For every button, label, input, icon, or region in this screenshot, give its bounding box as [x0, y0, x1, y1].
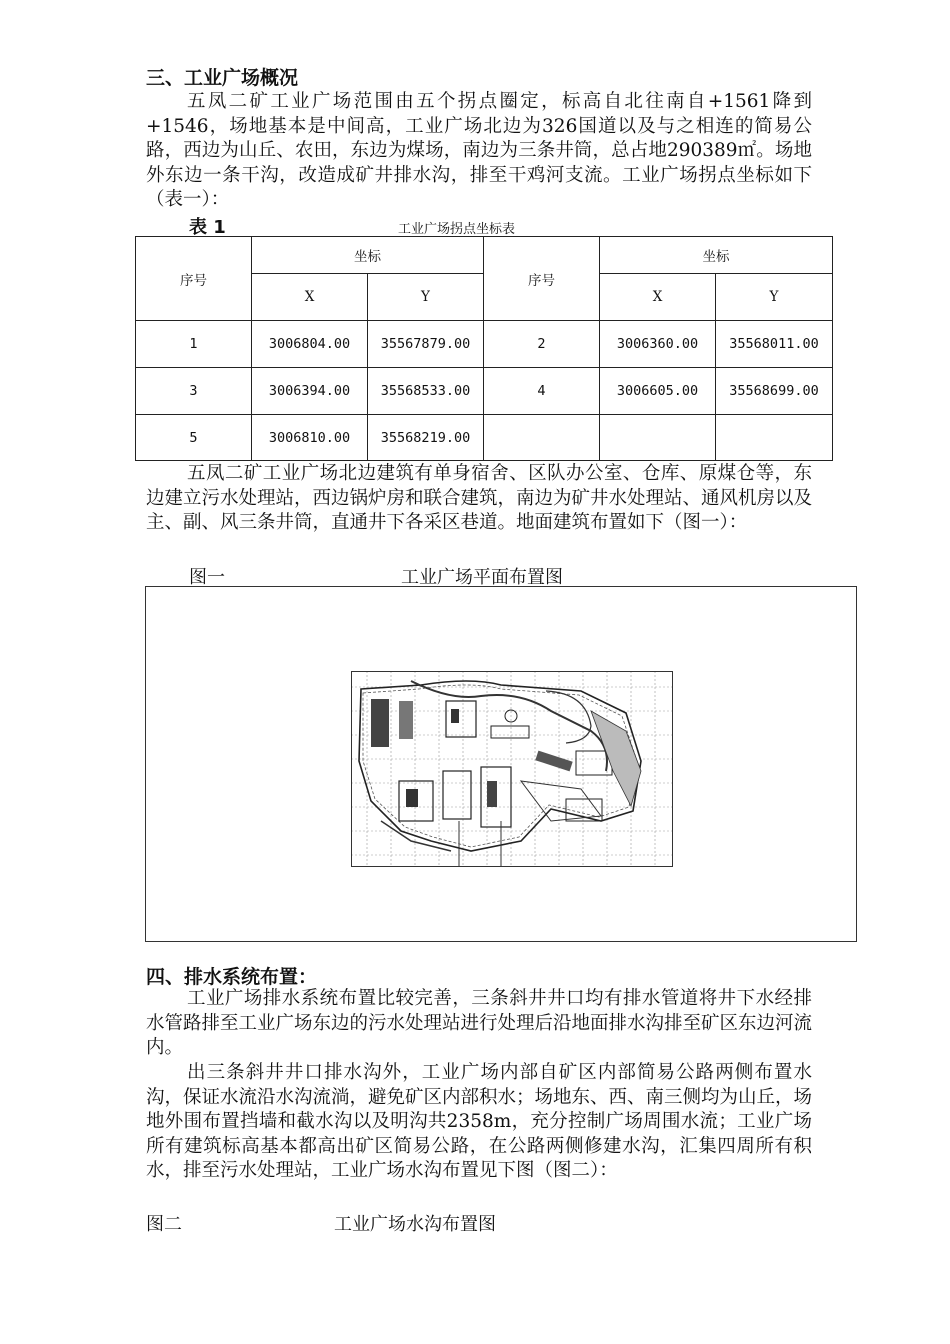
cell-seq: 2	[484, 321, 600, 368]
building-dormitory	[371, 699, 389, 747]
header-x-2: X	[600, 274, 716, 321]
section3-paragraph-1: 五凤二矿工业广场范围由五个拐点圈定，标高自北往南自+1561降到+1546，场地基本是中间高，工业广场北边为326国道以及与之相连的简易公路，西边为山丘、农田，东边为煤场，南边为三条井筒，总占地290389㎡。场地外东边一条干沟，改造成矿井排水沟，排至干鸡河支流。工业广场拐点坐标如下（表一）：	[146, 91, 812, 210]
cell-y: 35567879.00	[368, 321, 484, 368]
cell-y: 35568699.00	[716, 368, 833, 415]
cell-x: 3006810.00	[252, 415, 368, 461]
header-x-1: X	[252, 274, 368, 321]
building-warehouse	[446, 701, 476, 737]
header-y-1: Y	[368, 274, 484, 321]
building-detail	[406, 789, 418, 807]
table-header-row	[136, 237, 833, 274]
cell-x	[600, 415, 716, 461]
header-seq-1: 序号	[136, 237, 252, 321]
cell-x: 3006360.00	[600, 321, 716, 368]
cell-y	[716, 415, 833, 461]
section3-paragraph-2: 五凤二矿工业广场北边建筑有单身宿舍、区队办公室、仓库、原煤仓等，东边建立污水处理站，西边锅炉房和联合建筑，南边为矿井水处理站、通风机房以及主、副、风三条井筒，直通井下各采区巷道。地面建筑布置如下（图一）：	[146, 463, 813, 533]
cell-y: 35568011.00	[716, 321, 833, 368]
coal-yard	[591, 711, 641, 806]
table-title: 工业广场拐点坐标表	[398, 222, 516, 237]
table-row	[136, 415, 833, 461]
building-detail	[487, 781, 497, 807]
building-office	[399, 701, 413, 739]
header-coord-2: 坐标	[600, 237, 833, 274]
cell-seq	[484, 415, 600, 461]
cell-x: 3006394.00	[252, 368, 368, 415]
cell-x: 3006605.00	[600, 368, 716, 415]
cell-seq: 3	[136, 368, 252, 415]
building-joint	[443, 771, 471, 819]
table-row	[136, 321, 833, 368]
figure2-label: 图二	[146, 1214, 182, 1235]
section4-paragraph-1: 工业广场排水系统布置比较完善，三条斜井井口均有排水管道将井下水经排水管路排至工业广场东边的污水处理站进行处理后沿地面排水沟排至矿区东边河流内。	[146, 988, 813, 1058]
section4-paragraph-2: 出三条斜井井口排水沟外，工业广场内部自矿区内部简易公路两侧布置水沟，保证水流沿水沟流淌，避免矿区内部积水；场地东、西、南三侧均为山丘，场地外围布置挡墙和截水沟以及明沟共2358m，充分控制广场周围水流；工业广场所有建筑标高基本都高出矿区简易公路，在公路两侧修建水沟，汇集四周所有积水，排至污水处理站，工业广场水沟布置见下图（图二）：	[146, 1062, 813, 1181]
table-label: 表 1	[189, 217, 226, 238]
site-plan-drawing	[351, 671, 673, 867]
conveyor	[535, 751, 572, 772]
section4-heading: 四、排水系统布置：	[146, 966, 318, 988]
figure1-frame	[145, 586, 857, 942]
cell-seq: 1	[136, 321, 252, 368]
header-seq-2: 序号	[484, 237, 600, 321]
header-coord-1: 坐标	[252, 237, 484, 274]
figure1-title: 工业广场平面布置图	[401, 567, 563, 588]
section3-heading: 三、工业广场概况	[146, 67, 299, 89]
figure2-title: 工业广场水沟布置图	[334, 1214, 496, 1235]
building-detail	[451, 709, 459, 723]
coordinate-table	[135, 236, 833, 461]
building-coal-bunker	[491, 726, 529, 738]
cell-y: 35568219.00	[368, 415, 484, 461]
header-y-2: Y	[716, 274, 833, 321]
cell-x: 3006804.00	[252, 321, 368, 368]
cell-seq: 4	[484, 368, 600, 415]
table-row	[136, 368, 833, 415]
cell-seq: 5	[136, 415, 252, 461]
cell-y: 35568533.00	[368, 368, 484, 415]
figure1-label: 图一	[189, 567, 225, 588]
